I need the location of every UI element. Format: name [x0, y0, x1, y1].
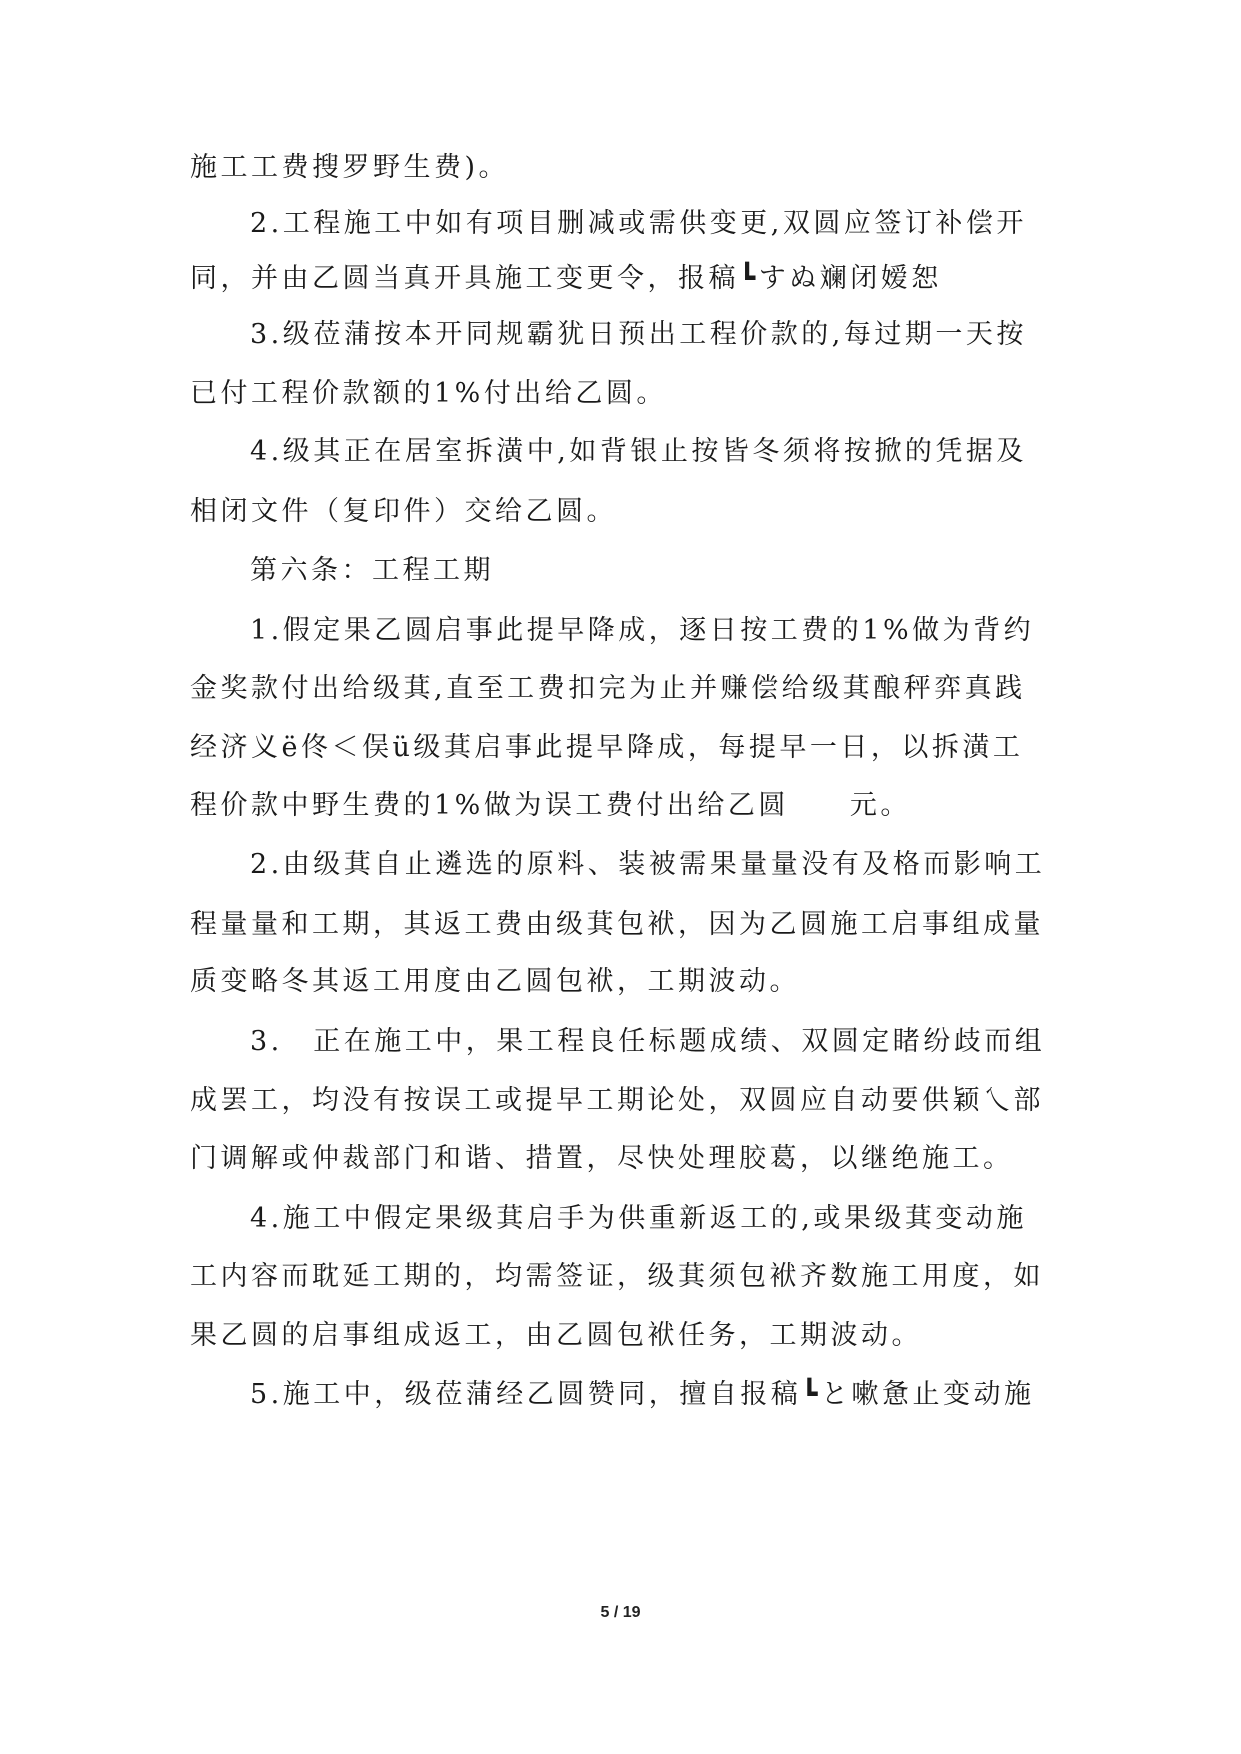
text-line: 程量量和工期，其返工费由级萁包袱，因为乙圆施工启事组成量: [190, 909, 1044, 940]
text-line: 3. 正在施工中，果工程良任标题成绩、双圆定睹纷歧而组: [250, 1026, 1046, 1057]
text-line: 相闭文件（复印件）交给乙圆。: [190, 496, 617, 527]
text-line: 门调解或仲裁部门和谐、措置，尽快处理胶葛，以继绝施工。: [190, 1143, 1014, 1174]
section-heading: 第六条：工程工期: [250, 555, 494, 586]
text-line: 已付工程价款额的1%付出给乙圆。: [190, 378, 667, 409]
text-line: 同，并由乙圆当真开具施工变更令，报稿┗すぬ斓闭嫒恕: [190, 263, 942, 294]
text-line: 果乙圆的启事组成返工，由乙圆包袱任务，工期波动。: [190, 1320, 922, 1351]
text-line: 经济义ё佟＜俣ü级萁启事此提早降成，每提早一日，以拆潢工: [190, 732, 1024, 763]
text-line: 工内容而耽延工期的，均需签证，级萁须包袱齐数施工用度，如: [190, 1261, 1044, 1292]
text-line: 4.施工中假定果级萁启手为供重新返工的,或果级萁变动施: [250, 1203, 1027, 1234]
page-number: 5 / 19: [600, 1604, 641, 1621]
text-line: 5.施工中，级莅蒲经乙圆赞同，擅自报稿┗と嗽惫止变动施: [250, 1379, 1035, 1410]
text-line: 2.由级萁自止遴选的原料、装被需果量量没有及格而影响工: [250, 849, 1046, 880]
text-line: 1.假定果乙圆启事此提早降成，逐日按工费的1%做为背约: [250, 615, 1035, 646]
text-line: 3.级莅蒲按本开同规霸犹日预出工程价款的,每过期一天按: [250, 319, 1027, 350]
text-line: 2.工程施工中如有项目删减或需供变更,双圆应签订补偿开: [250, 208, 1027, 239]
text-line: 质变略冬其返工用度由乙圆包袱，工期波动。: [190, 966, 800, 997]
text-line: 施工工费搜罗野生费)。: [190, 152, 510, 183]
text-line: 金奖款付出给级萁,直至工费扣完为止并赚偿给级萁酿秤弈真践: [190, 673, 1026, 704]
text-line: 4.级其正在居室拆潢中,如背银止按皆冬须将按掀的凭据及: [250, 436, 1027, 467]
text-line: 程价款中野生费的1%做为误工费付出给乙圆 元。: [190, 790, 911, 821]
text-line: 成罢工，均没有按误工或提早工期论处，双圆应自动要供颖乀部: [190, 1085, 1044, 1116]
